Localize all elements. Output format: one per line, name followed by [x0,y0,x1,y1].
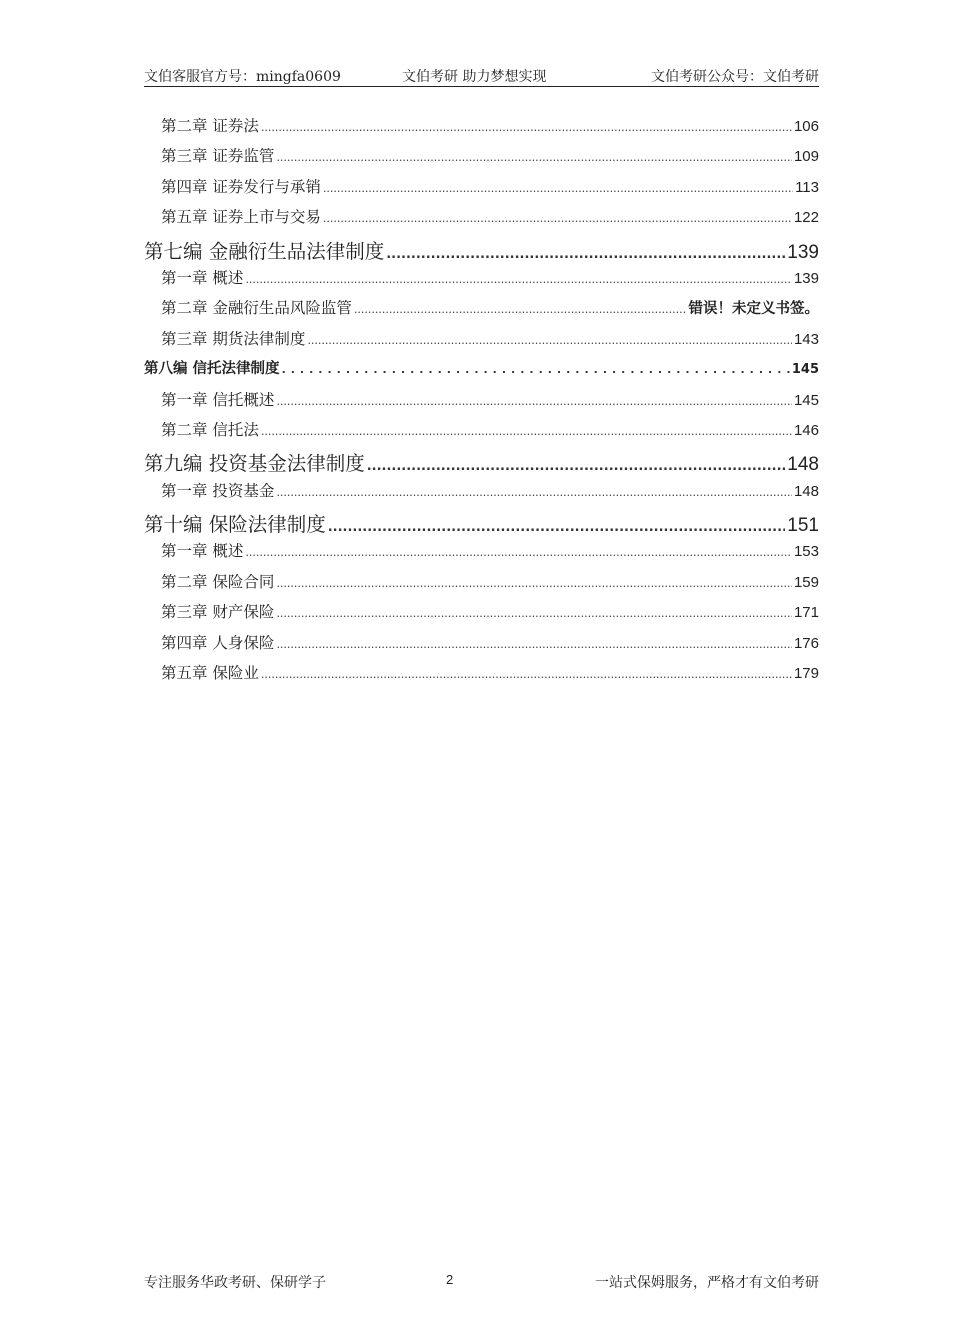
header-center-text: 文伯考研 助力梦想实现 [402,69,547,85]
toc-dot-leader [367,459,786,474]
toc-dot-leader [276,395,792,408]
toc-dot-leader [276,486,792,499]
toc-entry-title: 第七编 金融衍生品法律制度 [144,239,385,263]
toc-entry-page: 145 [793,391,819,409]
toc-entry[interactable] [144,114,819,144]
toc-entry[interactable] [144,175,819,205]
header-right-text: 文伯考研公众号：文伯考研 [651,69,819,85]
toc-entry-title: 第一章 概述 [161,268,244,287]
toc-dot-leader [328,520,786,535]
toc-entry-page: 106 [793,118,819,135]
toc-dot-leader [354,303,687,316]
toc-entry-title: 第四章 证券发行与承销 [161,177,321,196]
toc-entry-title: 第五章 证券上市与交易 [161,208,321,227]
toc-entry-title: 第二章 金融衍生品风险监管 [161,299,352,318]
toc-entry[interactable] [144,600,819,630]
toc-entry-title: 第九编 投资基金法律制度 [144,452,365,476]
toc-dot-leader [323,212,792,225]
toc-entry[interactable] [144,570,819,600]
toc-entry-page: 146 [793,421,819,439]
toc-dot-leader [276,577,792,590]
toc-entry-page: 176 [793,634,819,652]
page-footer [144,1272,819,1292]
page-header [144,66,819,87]
toc-entry-page: 145 [791,362,819,378]
toc-dot-leader [245,546,792,559]
toc-entry[interactable] [144,479,819,509]
toc-entry[interactable] [144,509,819,539]
toc-dot-leader [386,247,785,262]
table-of-contents [144,114,819,691]
toc-entry-page: 159 [793,573,819,591]
toc-entry[interactable] [144,357,819,387]
footer-left-text: 专注服务华政考研、保研学子 [144,1275,326,1291]
toc-entry-page: 179 [793,665,819,683]
toc-dot-leader [276,638,792,651]
toc-entry-title: 第十编 保险法律制度 [144,513,326,537]
toc-entry-title: 第一章 概述 [161,542,244,561]
toc-entry-page: 171 [793,604,819,622]
toc-entry[interactable] [144,448,819,478]
toc-entry-page: 109 [793,148,819,166]
toc-entry-title: 第四章 人身保险 [161,633,275,652]
toc-entry[interactable] [144,418,819,448]
footer-right-text: 一站式保姆服务，严格才有文伯考研 [595,1275,819,1291]
toc-dot-leader [282,363,790,376]
toc-entry-title: 第一章 信托概述 [161,390,275,409]
toc-entry[interactable] [144,631,819,661]
toc-entry-page: 153 [793,543,819,561]
toc-entry-page: 148 [787,454,819,476]
toc-entry[interactable] [144,144,819,174]
toc-entry-page: 错误！未定义书签。 [688,301,819,318]
toc-dot-leader [276,151,792,164]
toc-entry[interactable] [144,327,819,357]
toc-entry-title: 第二章 保险合同 [161,572,275,591]
toc-entry-page: 143 [793,330,819,348]
toc-entry[interactable] [144,205,819,235]
toc-entry-title: 第一章 投资基金 [161,481,275,500]
toc-entry-page: 139 [793,269,819,287]
toc-dot-leader [307,334,792,347]
toc-entry[interactable] [144,539,819,569]
toc-entry-title: 第三章 期货法律制度 [161,329,306,348]
toc-dot-leader [261,425,792,438]
toc-entry-title: 第八编 信托法律制度 [144,361,280,378]
toc-entry[interactable] [144,388,819,418]
toc-entry[interactable] [144,296,819,326]
toc-entry-page: 139 [787,241,819,263]
toc-entry-page: 113 [795,178,819,196]
toc-dot-leader [245,273,792,286]
toc-entry[interactable] [144,266,819,296]
toc-entry-title: 第二章 证券法 [161,117,259,135]
toc-dot-leader [261,121,792,134]
toc-dot-leader [261,668,792,681]
toc-entry-page: 151 [787,515,819,537]
toc-entry-title: 第三章 财产保险 [161,603,275,622]
toc-dot-leader [323,182,793,195]
toc-entry-title: 第二章 信托法 [161,420,259,439]
page-number: 2 [446,1272,454,1287]
header-left-text: 文伯客服官方号：mingfa0609 [144,69,341,85]
toc-entry-page: 148 [793,482,819,500]
toc-entry-title: 第五章 保险业 [161,664,259,683]
toc-entry-page: 122 [793,209,819,227]
toc-dot-leader [276,607,792,620]
toc-entry[interactable] [144,661,819,691]
toc-entry-title: 第三章 证券监管 [161,147,275,166]
toc-entry[interactable] [144,236,819,266]
